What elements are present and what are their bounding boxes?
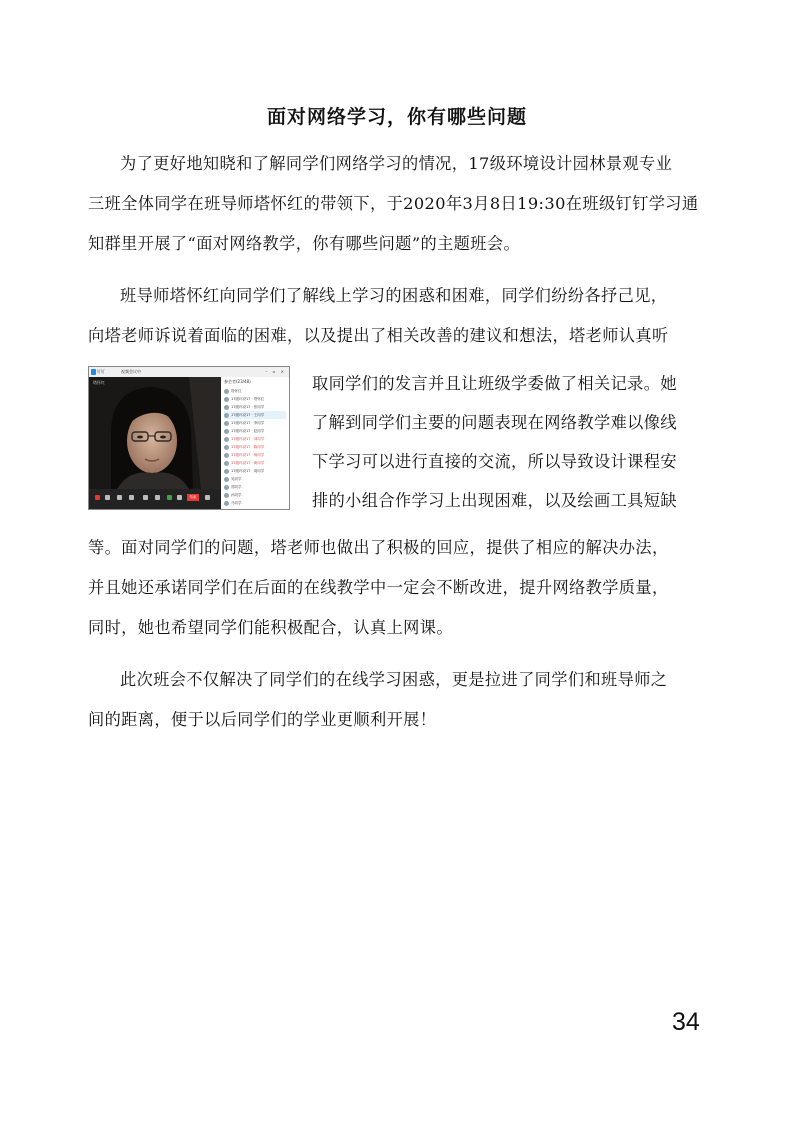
participant-name: 17级环设17 · 黄同学 (231, 461, 265, 465)
end-meeting-button[interactable]: 结束 (187, 494, 199, 501)
window-controls-icon: – ▫ × (265, 369, 286, 374)
participant-row[interactable] (224, 483, 286, 491)
participant-name: 17级环设17 · 王同学 (231, 413, 265, 417)
paragraph-line: 此次班会不仅解决了同学们的在线学习困惑，更是拉进了同学们和班导师之 (120, 670, 668, 689)
participant-row[interactable] (224, 499, 286, 507)
participant-row[interactable] (224, 443, 286, 451)
participant-row[interactable] (224, 467, 286, 475)
participant-name: 17级环设17 · 周同学 (231, 469, 265, 473)
participant-name: 塔怀红 (231, 389, 242, 393)
meeting-controls-bar (89, 489, 221, 509)
meeting-title: 视频会议中 (121, 369, 141, 374)
participant-name: 孙同学 (231, 493, 242, 497)
paragraph-line: 取同学们的发言并且让班级学委做了相关记录。她 (312, 374, 677, 393)
paragraph-line: 向塔老师诉说着面临的困难，以及提出了相关改善的建议和想法，塔老师认真听 (88, 326, 669, 345)
chat-icon[interactable] (155, 495, 160, 500)
participant-avatar-icon (224, 429, 229, 434)
participant-name: 17级环设17 · 李同学 (231, 421, 265, 425)
participant-row[interactable] (224, 435, 286, 443)
participant-avatar-icon (224, 405, 229, 410)
participant-avatar-icon (224, 421, 229, 426)
app-name: 钉钉 (97, 369, 105, 374)
participant-row[interactable] (224, 491, 286, 499)
paragraph-line: 班导师塔怀红向同学们了解线上学习的困惑和困难，同学们纷纷各抒己见， (120, 286, 668, 305)
participant-name: 17级环设17 · 赵同学 (231, 429, 265, 433)
participant-avatar-icon (224, 461, 229, 466)
participant-avatar-icon (224, 437, 229, 442)
participant-name: 郑同学 (231, 485, 242, 489)
participant-name: 17级环设17 · 塔怀红 (231, 397, 265, 401)
page-number: 34 (672, 1008, 700, 1036)
paragraph-line: 排的小组合作学习上出现困难，以及绘画工具短缺 (312, 491, 677, 510)
participant-row[interactable] (224, 395, 286, 403)
participant-avatar-icon (224, 389, 229, 394)
participant-name: 17级环设17 · 陈同学 (231, 445, 265, 449)
participants-icon[interactable] (143, 495, 148, 500)
more-icon[interactable] (177, 495, 182, 500)
participant-row[interactable] (224, 427, 286, 435)
screen-share-icon[interactable] (129, 495, 134, 500)
participant-name: 马同学 (231, 501, 242, 505)
camera-icon[interactable] (117, 495, 122, 500)
participant-panel (221, 377, 289, 509)
participant-name: 17级环设17 · 刘同学 (231, 437, 265, 441)
participant-row[interactable] (224, 451, 286, 459)
participant-row[interactable] (224, 459, 286, 467)
participant-avatar-icon (224, 493, 229, 498)
mic-muted-icon[interactable] (95, 495, 100, 500)
paragraph-line: 知群里开展了“面对网络教学，你有哪些问题”的主题班会。 (88, 234, 521, 253)
paragraph-line: 下学习可以进行直接的交流，所以导致设计课程安 (312, 452, 677, 471)
participant-avatar-icon (224, 453, 229, 458)
participant-avatar-icon (224, 501, 229, 506)
paragraph-line: 为了更好地知晓和了解同学们网络学习的情况，17级环境设计园林景观专业 (120, 154, 673, 173)
video-feed (89, 377, 221, 499)
participant-avatar-icon (224, 397, 229, 402)
paragraph-line: 了解到同学们主要的问题表现在网络教学难以像线 (312, 413, 677, 432)
record-icon[interactable] (167, 495, 172, 500)
paragraph-line: 三班全体同学在班导师塔怀红的带领下，于2020年3月8日19:30在班级钉钉学习通 (88, 194, 699, 213)
participant-row[interactable] (224, 475, 286, 483)
paragraph-line: 同时，她也希望同学们能积极配合，认真上网课。 (88, 618, 453, 637)
participant-avatar-icon (224, 445, 229, 450)
participant-name: 吴同学 (231, 477, 242, 481)
app-logo-icon (91, 369, 96, 375)
settings-icon[interactable] (205, 495, 210, 500)
participant-row[interactable] (224, 419, 286, 427)
paragraph-line: 等。面对同学们的问题，塔老师也做出了积极的回应，提供了相应的解决办法， (88, 538, 669, 557)
participant-avatar-icon (224, 413, 229, 418)
participant-panel-title: 参会者(23/48) (224, 379, 251, 384)
participant-row[interactable] (224, 403, 286, 411)
participant-avatar-icon (224, 485, 229, 490)
participant-avatar-icon (224, 469, 229, 474)
participant-avatar-icon (224, 477, 229, 482)
speaker-icon[interactable] (105, 495, 110, 500)
window-titlebar (89, 367, 289, 377)
paragraph-line: 并且她还承诺同学们在后面的在线教学中一定会不断改进，提升网络教学质量， (88, 578, 669, 597)
participant-row[interactable] (224, 411, 286, 419)
participant-name: 17级环设17 · 张同学 (231, 405, 265, 409)
participant-name: 17级环设17 · 杨同学 (231, 453, 265, 457)
page-title: 面对网络学习，你有哪些问题 (266, 106, 527, 128)
paragraph-line: 间的距离，便于以后同学们的学业更顺利开展！ (88, 710, 437, 729)
participant-row[interactable] (224, 387, 286, 395)
presenter-label: 塔怀红 (93, 380, 105, 385)
presenter-video-image (89, 377, 221, 489)
video-meeting-screenshot (88, 366, 290, 510)
